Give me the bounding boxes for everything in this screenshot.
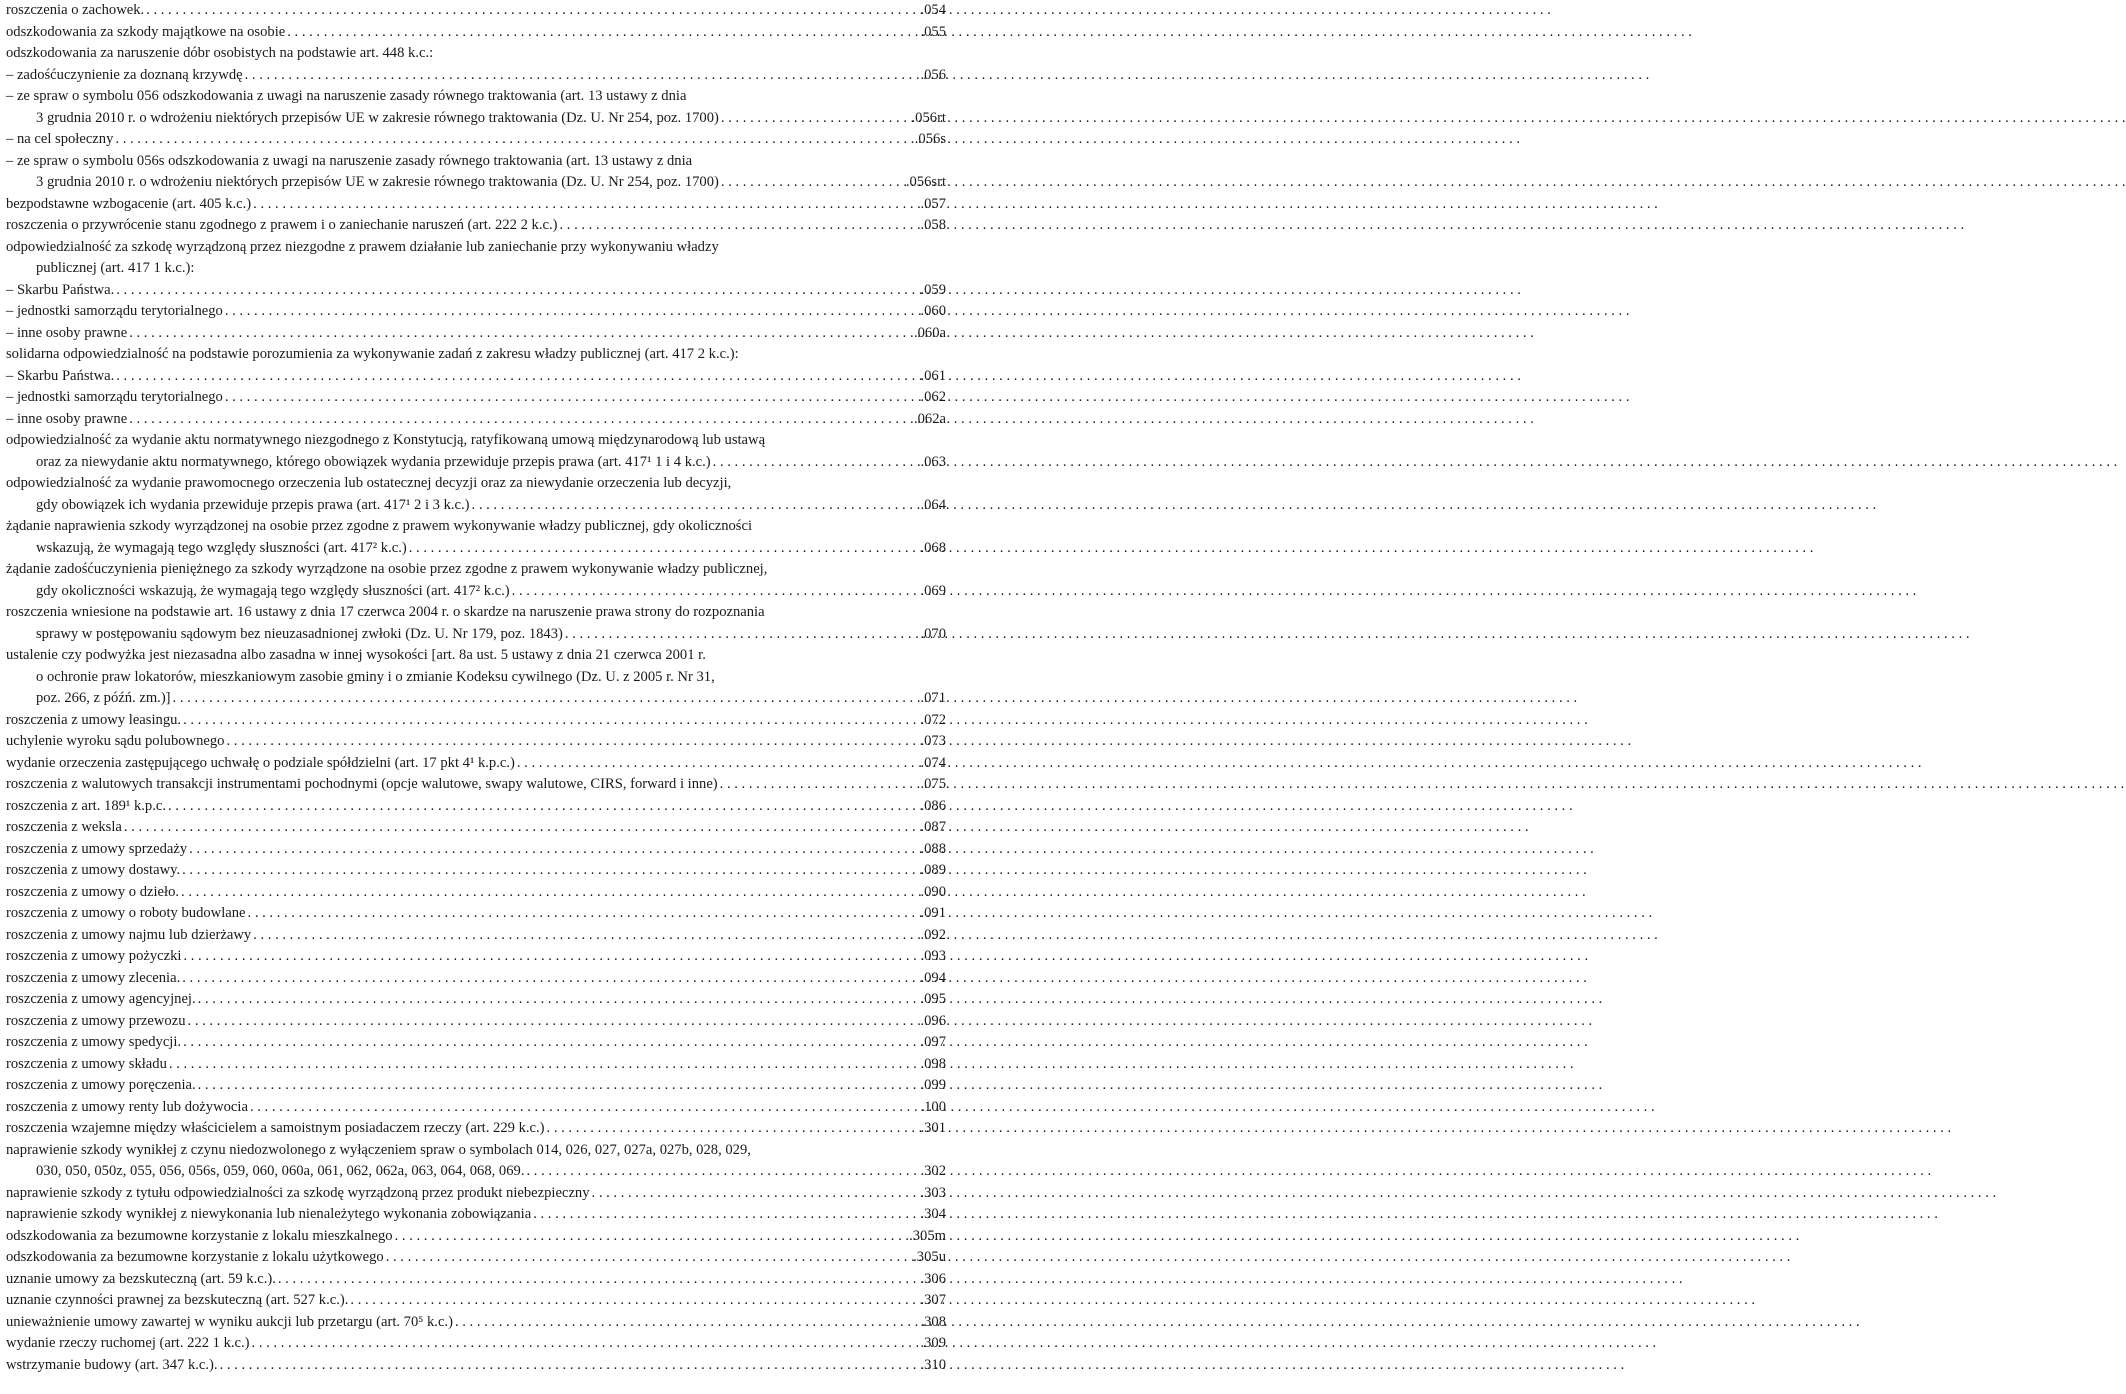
index-entry: [6, 753, 946, 775]
entry-text: poz. 266, z późń. zm.)]: [36, 690, 171, 706]
entry-text: wydanie rzeczy ruchomej (art. 222 1 k.c.): [6, 1335, 250, 1351]
dot-leader: [114, 366, 920, 388]
entry-text: roszczenia z umowy sprzedaży: [6, 840, 188, 857]
entry-code: .056: [920, 66, 946, 83]
entry-code: .097: [920, 1034, 946, 1050]
index-entry: [6, 409, 946, 431]
index-entry: [6, 1312, 946, 1334]
dot-leader: [531, 1204, 920, 1226]
entry-line: [6, 968, 946, 990]
dot-leader: [186, 1011, 921, 1033]
entry-text: unieważnienie umowy zawartej w wyniku aukcji lub przetargu (art. 70⁵ k.c.): [6, 1313, 453, 1330]
entry-line: [6, 1312, 946, 1334]
entry-code: .062a: [913, 410, 946, 427]
entry-text: naprawienie szkody wynikłej z niewykonania lub nienależytego wykonania zobowiązania: [6, 1206, 532, 1222]
entry-code: .075: [920, 776, 946, 792]
index-entry: [6, 129, 946, 151]
entry-text: roszczenia o zachowek.: [6, 2, 145, 18]
index-entry: [6, 366, 946, 388]
index-page: [6, 0, 946, 1376]
dot-leader: [545, 1118, 921, 1140]
entry-text: naprawienie szkody z tytułu odpowiedzialności za szkodę wyrządzoną przez produkt niebezpieczny: [6, 1184, 590, 1201]
entry-text: – ze spraw o symbolu 056 odszkodowania z uwagi na naruszenie zasady równego traktowania (art. 13 ustawy z dnia: [6, 88, 687, 104]
entry-line: [6, 1161, 946, 1183]
entry-text: roszczenia z umowy najmu lub dzierżawy: [6, 926, 252, 943]
entry-line: [6, 1355, 946, 1377]
index-entry: [6, 280, 946, 302]
entry-line: [6, 903, 946, 925]
entry-line: [6, 860, 946, 882]
entry-text: – inne osoby prawne: [6, 410, 128, 427]
dot-leader: [510, 581, 921, 603]
entry-code: .054: [920, 2, 946, 18]
dot-leader: [144, 0, 920, 22]
index-entry: [6, 989, 946, 1011]
entry-line: [6, 817, 946, 839]
entry-code: .074: [920, 754, 946, 771]
entry-text: roszczenia z umowy poręczenia.: [6, 1077, 196, 1093]
entry-code: .087: [920, 819, 946, 835]
entry-line: [6, 452, 946, 474]
entry-text: gdy obowiązek ich wydania przewiduje przepis prawa (art. 417¹ 2 i 3 k.c.): [36, 496, 470, 513]
entry-text: wydanie orzeczenia zastępującego uchwałę o podziale spółdzielni (art. 17 pkt 4¹ k.p.c.): [6, 754, 515, 771]
entry-code: .093: [920, 948, 946, 964]
entry-code: .068: [920, 539, 946, 556]
entry-line: [6, 0, 946, 22]
entry-text: sprawy w postępowaniu sądowym bez nieuzasadnionej zwłoki (Dz. U. Nr 179, poz. 1843): [36, 625, 563, 642]
entry-text: gdy okoliczności wskazują, że wymagają tego względy słuszności (art. 417² k.c.): [36, 582, 510, 599]
entry-line: [6, 172, 946, 194]
entry-line: [6, 1269, 946, 1291]
entry-text: – zadośćuczynienie za doznaną krzywdę: [6, 66, 243, 83]
index-entry: [6, 0, 946, 22]
entry-line: [6, 43, 946, 65]
entry-code: .309: [920, 1335, 946, 1351]
entry-code: .310: [920, 1356, 946, 1373]
entry-line: [6, 946, 946, 968]
dot-leader: [719, 108, 912, 130]
entry-code: .086: [920, 797, 946, 814]
entry-line: [6, 581, 946, 603]
entry-text: roszczenia z umowy przewozu: [6, 1012, 186, 1029]
entry-line: [6, 194, 946, 216]
dot-leader: [223, 387, 921, 409]
index-entry: [6, 1118, 946, 1140]
entry-code: .073: [920, 733, 946, 749]
entry-code: .089: [920, 862, 946, 878]
entry-line: [6, 1204, 946, 1226]
entry-code: .090: [920, 883, 946, 900]
entry-line: [6, 667, 946, 689]
index-entry: [6, 237, 946, 280]
index-entry: [6, 387, 946, 409]
entry-line: [6, 237, 946, 259]
entry-line: [6, 989, 946, 1011]
dot-leader: [393, 1226, 910, 1248]
entry-text: odpowiedzialność za wydanie aktu normatywnego niezgodnego z Konstytucją, ratyfikowaną umową międzynarodową lub ustawą: [6, 432, 766, 448]
entry-code: .095: [920, 991, 946, 1007]
index-entry: [6, 645, 946, 710]
entry-line: [6, 129, 946, 151]
entry-code: .056srt: [905, 174, 946, 190]
entry-text: roszczenia o przywrócenie stanu zgodnego z prawem i o zaniechanie naruszeń (art. 222 2 k.c.): [6, 217, 558, 233]
entry-line: [6, 1183, 946, 1205]
entry-code: .304: [920, 1206, 946, 1222]
entry-code: .063: [920, 453, 946, 470]
index-entry: [6, 22, 946, 44]
entry-text: publicznej (art. 417 1 k.c.):: [36, 260, 195, 276]
entry-code: .058: [920, 217, 946, 233]
entry-code: .094: [920, 969, 946, 986]
index-entry: [6, 817, 946, 839]
entry-text: roszczenia z weksla: [6, 819, 122, 835]
index-entry: [6, 1333, 946, 1355]
entry-code: .096: [920, 1012, 946, 1029]
entry-code: .056s: [914, 131, 946, 147]
entry-line: [6, 1075, 946, 1097]
entry-text: odpowiedzialność za szkodę wyrządzoną przez niezgodne z prawem działanie lub zaniechanie przy wykonywaniu władzy: [6, 238, 719, 255]
index-entry: [6, 710, 946, 732]
entry-text: odszkodowania za szkody majątkowe na osobie: [6, 23, 286, 40]
index-entry: [6, 860, 946, 882]
entry-line: [6, 430, 946, 452]
index-entry: [6, 1183, 946, 1205]
entry-text: 030, 050, 050z, 055, 056, 056s, 059, 060, 060a, 061, 062, 062a, 063, 064, 068, 069.: [36, 1163, 525, 1179]
index-entry: [6, 796, 946, 818]
entry-text: uchylenie wyroku sądu polubownego: [6, 733, 225, 749]
entry-code: .092: [920, 926, 946, 943]
dot-leader: [563, 624, 921, 646]
entry-line: [6, 22, 946, 44]
entry-code: .064: [920, 496, 946, 513]
entry-code: .098: [920, 1055, 946, 1072]
dot-leader: [711, 452, 921, 474]
dot-leader: [166, 796, 920, 818]
dot-leader: [181, 710, 920, 732]
entry-text: wstrzymanie budowy (art. 347 k.c.).: [6, 1356, 218, 1373]
entry-line: [6, 1140, 946, 1162]
entry-text: żądanie zadośćuczynienia pieniężnego za szkody wyrządzone na osobie przez zgodne z prawem wykonywanie władzy publicznej,: [6, 561, 768, 577]
index-entry: [6, 86, 946, 129]
dot-leader: [285, 22, 920, 44]
index-entry: [6, 1054, 946, 1076]
entry-text: – jednostki samorządu terytorialnego: [6, 389, 223, 405]
dot-leader: [407, 538, 921, 560]
entry-line: [6, 1054, 946, 1076]
entry-code: .301: [920, 1120, 946, 1136]
entry-text: żądanie naprawienia szkody wyrządzonej na osobie przez zgodne z prawem wykonywanie władzy publicznej, gdy okoliczności: [6, 518, 753, 534]
entry-line: [6, 688, 946, 710]
index-entry: [6, 731, 946, 753]
index-entry: [6, 946, 946, 968]
dot-leader: [515, 753, 921, 775]
entry-line: [6, 645, 946, 667]
entry-line: [6, 710, 946, 732]
entry-text: roszczenia z umowy o roboty budowlane: [6, 905, 246, 921]
entry-line: [6, 624, 946, 646]
index-entry: [6, 774, 946, 796]
entry-text: roszczenia z umowy leasingu.: [6, 711, 182, 728]
entry-line: [6, 882, 946, 904]
entry-line: [6, 602, 946, 624]
dot-leader: [251, 925, 920, 947]
entry-text: odpowiedzialność za wydanie prawomocnego orzeczenia lub ostatecznej decyzji oraz za niewydanie orzeczenia lub decyzji,: [6, 475, 732, 491]
entry-line: [6, 1011, 946, 1033]
index-entry: [6, 602, 946, 645]
entry-text: roszczenia wzajemne między właścicielem a samoistnym posiadaczem rzeczy (art. 229 k.c.): [6, 1120, 545, 1136]
dot-leader: [250, 1333, 921, 1355]
entry-text: roszczenia z umowy składu: [6, 1055, 167, 1072]
dot-leader: [243, 65, 921, 87]
entry-line: [6, 495, 946, 517]
entry-code: .302: [920, 1163, 946, 1179]
entry-code: .057: [920, 195, 946, 212]
dot-leader: [180, 860, 920, 882]
index-entry: [6, 43, 946, 65]
entry-line: [6, 774, 946, 796]
entry-text: roszczenia z umowy dostawy.: [6, 862, 181, 878]
entry-line: [6, 86, 946, 108]
entry-line: [6, 151, 946, 173]
entry-code: .305m: [909, 1227, 946, 1244]
entry-line: [6, 925, 946, 947]
entry-line: [6, 731, 946, 753]
entry-text: odszkodowania za naruszenie dóbr osobistych na podstawie art. 448 k.c.:: [6, 45, 434, 61]
dot-leader: [114, 280, 920, 302]
entry-text: – Skarbu Państwa.: [6, 281, 115, 298]
entry-line: [6, 387, 946, 409]
entry-text: bezpodstawne wzbogacenie (art. 405 k.c.): [6, 195, 252, 212]
entry-text: roszczenia z umowy agencyjnej.: [6, 991, 196, 1007]
dot-leader: [719, 172, 906, 194]
entry-line: [6, 538, 946, 560]
dot-leader: [127, 409, 914, 431]
dot-leader: [248, 1097, 921, 1119]
entry-line: [6, 473, 946, 495]
entry-line: [6, 65, 946, 87]
entry-text: roszczenia z art. 189¹ k.p.c.: [6, 797, 166, 814]
dot-leader: [348, 1290, 920, 1312]
entry-text: odszkodowania za bezumowne korzystanie z lokalu mieszkalnego: [6, 1227, 393, 1244]
dot-leader: [181, 946, 920, 968]
entry-line: [6, 559, 946, 581]
index-entry: [6, 323, 946, 345]
entry-line: [6, 258, 946, 280]
entry-text: uznanie czynności prawnej za bezskuteczną (art. 527 k.c.).: [6, 1292, 349, 1308]
entry-line: [6, 1226, 946, 1248]
dot-leader: [276, 1269, 921, 1291]
entry-line: [6, 366, 946, 388]
entry-text: roszczenia z walutowych transakcji instrumentami pochodnymi (opcje walutowe, swapy walutowe, CIRS, forward i inne): [6, 776, 718, 792]
entry-line: [6, 1333, 946, 1355]
entry-text: roszczenia z umowy zlecenia.: [6, 969, 181, 986]
entry-line: [6, 1290, 946, 1312]
index-entry: [6, 1247, 946, 1269]
dot-leader: [453, 1312, 921, 1334]
entry-code: .071: [920, 690, 946, 706]
entry-code: .062: [920, 389, 946, 405]
entry-text: ustalenie czy podwyżka jest niezasadna albo zasadna w innej wysokości [art. 8a ust. 5 ustawy z dnia 21 czerwca 2001 r.: [6, 647, 706, 663]
entry-text: odszkodowania za bezumowne korzystanie z lokalu użytkowego: [6, 1249, 384, 1265]
entry-text: – ze spraw o symbolu 056s odszkodowania z uwagi na naruszenie zasady równego traktowania (art. 13 ustawy z dnia: [6, 152, 693, 169]
entry-text: uznanie umowy za bezskuteczną (art. 59 k.c.).: [6, 1270, 276, 1287]
entry-text: – na cel społeczny: [6, 131, 114, 147]
index-entry: [6, 559, 946, 602]
entry-code: .069: [920, 582, 946, 599]
entry-text: – Skarbu Państwa.: [6, 367, 115, 384]
index-entry: [6, 1140, 946, 1183]
entry-text: 3 grudnia 2010 r. o wdrożeniu niektórych przepisów UE w zakresie równego traktowania (Dz. U. Nr 254, poz. 1700): [36, 109, 719, 126]
dot-leader: [181, 1032, 920, 1054]
dot-leader: [718, 774, 921, 796]
dot-leader: [470, 495, 921, 517]
entry-text: naprawienie szkody wynikłej z czynu niedozwolonego z wyłączeniem spraw o symbolach 014, 026, 027, 027a, 027b, 028, 029,: [6, 1141, 751, 1158]
index-entry: [6, 301, 946, 323]
entry-line: [6, 1097, 946, 1119]
dot-leader: [179, 882, 920, 904]
entry-code: .308: [920, 1313, 946, 1330]
entry-text: roszczenia z umowy o dzieło.: [6, 883, 180, 900]
entry-line: [6, 839, 946, 861]
entry-text: solidarna odpowiedzialność na podstawie porozumienia za wykonywanie zadań z zakresu władzy publicznej (art. 417 2 k.c.):: [6, 346, 739, 362]
entry-code: .099: [920, 1077, 946, 1093]
entry-code: .060: [920, 303, 946, 319]
entry-line: [6, 1032, 946, 1054]
dot-leader: [223, 301, 921, 323]
entry-line: [6, 215, 946, 237]
index-entry: [6, 65, 946, 87]
index-entry: [6, 1075, 946, 1097]
entry-code: .303: [920, 1184, 946, 1201]
entry-line: [6, 323, 946, 345]
index-entry: [6, 1097, 946, 1119]
dot-leader: [224, 731, 920, 753]
dot-leader: [196, 1075, 921, 1097]
entry-code: .100: [920, 1098, 946, 1115]
entry-text: wskazują, że wymagają tego względy słuszności (art. 417² k.c.): [36, 539, 407, 556]
entry-code: .307: [920, 1292, 946, 1308]
dot-leader: [218, 1355, 921, 1377]
entry-text: 3 grudnia 2010 r. o wdrożeniu niektórych przepisów UE w zakresie równego traktowania (Dz. U. Nr 254, poz. 1700): [36, 174, 719, 190]
entry-line: [6, 344, 946, 366]
entry-code: .055: [920, 23, 946, 40]
index-entry: [6, 1011, 946, 1033]
index-entry: [6, 839, 946, 861]
dot-leader: [180, 968, 920, 990]
dot-leader: [590, 1183, 921, 1205]
index-entry: [6, 882, 946, 904]
index-entry: [6, 968, 946, 990]
entry-line: [6, 301, 946, 323]
index-entry: [6, 473, 946, 516]
index-entry: [6, 1290, 946, 1312]
dot-leader: [524, 1161, 920, 1183]
dot-leader: [246, 903, 921, 925]
entry-code: .088: [920, 840, 946, 857]
index-entry: [6, 151, 946, 194]
entry-text: roszczenia z umowy pożyczki: [6, 948, 182, 964]
index-entry: [6, 194, 946, 216]
index-entry: [6, 516, 946, 559]
entry-code: .306: [920, 1270, 946, 1287]
entry-text: roszczenia z umowy renty lub dożywocia: [6, 1098, 248, 1115]
entry-text: oraz za niewydanie aktu normatywnego, którego obowiązek wydania przewiduje przepis prawa (art. 417¹ 1 i 4 k.c.): [36, 453, 711, 470]
index-entry: [6, 1355, 946, 1377]
dot-leader: [167, 1054, 921, 1076]
index-entry: [6, 925, 946, 947]
entry-line: [6, 796, 946, 818]
entry-code: .056rt: [911, 109, 946, 126]
entry-text: roszczenia wniesione na podstawie art. 16 ustawy z dnia 17 czerwca 2004 r. o skardze na naruszenie prawa strony do rozpoznania: [6, 604, 765, 620]
index-entry: [6, 344, 946, 366]
entry-text: – jednostki samorządu terytorialnego: [6, 303, 223, 319]
index-entry: [6, 215, 946, 237]
entry-line: [6, 409, 946, 431]
dot-leader: [187, 839, 920, 861]
dot-leader: [171, 688, 921, 710]
index-entry: [6, 430, 946, 473]
entry-line: [6, 516, 946, 538]
entry-code: .060a: [913, 324, 946, 341]
dot-leader: [251, 194, 920, 216]
entry-line: [6, 1118, 946, 1140]
dot-leader: [113, 129, 914, 151]
index-entry: [6, 1226, 946, 1248]
entry-code: .070: [920, 625, 946, 642]
index-entry: [6, 1204, 946, 1226]
entry-line: [6, 280, 946, 302]
dot-leader: [127, 323, 914, 345]
entry-line: [6, 1247, 946, 1269]
dot-leader: [384, 1247, 913, 1269]
entry-code: .059: [920, 281, 946, 298]
index-entry: [6, 1269, 946, 1291]
dot-leader: [557, 215, 920, 237]
index-entry: [6, 1032, 946, 1054]
entry-code: .305u: [913, 1249, 946, 1265]
index-entry: [6, 903, 946, 925]
entry-line: [6, 108, 946, 130]
entry-code: .072: [920, 711, 946, 728]
dot-leader: [196, 989, 921, 1011]
entry-code: .091: [920, 905, 946, 921]
entry-code: .061: [920, 367, 946, 384]
entry-text: roszczenia z umowy spedycji.: [6, 1034, 182, 1050]
dot-leader: [122, 817, 921, 839]
entry-text: – inne osoby prawne: [6, 324, 128, 341]
entry-line: [6, 753, 946, 775]
entry-text: o ochronie praw lokatorów, mieszkaniowym zasobie gminy i o zmianie Kodeksu cywilnego (Dz. U. z 2005 r. Nr 31,: [36, 668, 715, 685]
